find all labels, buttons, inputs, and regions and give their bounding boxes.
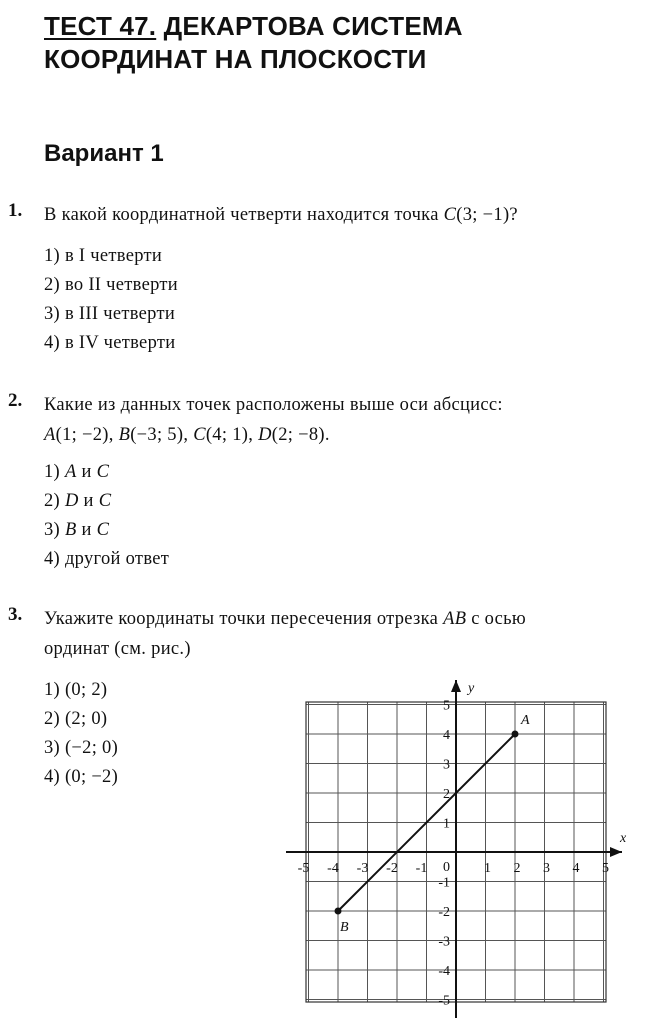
y-axis-label: y — [468, 681, 475, 696]
x-tick-label: -1 — [415, 861, 428, 876]
option-conjunction: и — [76, 520, 97, 540]
question-text-part: В какой координатной четверти находится точка — [44, 205, 444, 225]
option-text: в I четверти — [64, 246, 163, 266]
x-tick-label: -3 — [356, 861, 369, 876]
point-letter: C — [193, 425, 206, 445]
option-number: 3) — [44, 520, 61, 540]
variant-heading: Вариант 1 — [44, 140, 164, 167]
option-point-b: C — [98, 491, 112, 511]
point-label-a: A — [521, 713, 530, 728]
x-axis-label: x — [620, 831, 627, 846]
y-tick-label: 3 — [443, 757, 450, 773]
x-tick-label: 3 — [543, 861, 550, 876]
option-text: (2; 0) — [64, 709, 108, 729]
point-b — [335, 908, 342, 915]
y-axis-arrow — [451, 680, 461, 692]
question-text-line-2: ординат (см. рис.) — [44, 639, 191, 659]
point-coords: (1; −2), — [55, 425, 119, 445]
y-tick-label: -1 — [438, 875, 450, 891]
title-line-2: КООРДИНАТ НА ПЛОСКОСТИ — [44, 44, 427, 74]
point-coords: (4; 1), — [205, 425, 259, 445]
question-number: 1. — [8, 200, 23, 221]
option-number: 4) — [44, 333, 61, 353]
option-number: 1) — [44, 462, 61, 482]
option-conjunction: и — [76, 462, 97, 482]
option-conjunction: и — [78, 491, 99, 511]
option-number: 2) — [44, 491, 61, 511]
option-number: 1) — [44, 680, 61, 700]
option-point-b: C — [96, 520, 110, 540]
option-number: 4) — [44, 767, 61, 787]
y-tick-label: 5 — [443, 698, 450, 714]
option-number: 2) — [44, 275, 61, 295]
y-tick-label: -2 — [438, 905, 450, 920]
option-text: другой ответ — [64, 549, 170, 569]
y-tick-label: 4 — [443, 728, 450, 743]
option-number: 2) — [44, 709, 61, 729]
segment-label: AB — [443, 609, 467, 629]
segment-ab — [335, 713, 531, 935]
test-number: ТЕСТ 47. — [44, 11, 157, 41]
y-tick-label: 1 — [443, 816, 450, 832]
question-number: 3. — [8, 604, 23, 625]
question-number: 2. — [8, 390, 23, 411]
option-text: (0; −2) — [64, 767, 119, 787]
option-point-a: D — [64, 491, 79, 511]
option-point-a: B — [64, 520, 77, 540]
option-number: 3) — [44, 738, 61, 758]
y-tick-label: 2 — [443, 787, 450, 802]
point-coords: (−3; 5), — [130, 425, 194, 445]
option-point-a: A — [64, 462, 77, 482]
option-text: во II четверти — [64, 275, 179, 295]
title-line-1-rest: ДЕКАРТОВА СИСТЕМА — [163, 11, 463, 41]
point-letter: A — [44, 425, 56, 445]
x-tick-label: 5 — [602, 861, 609, 876]
point-letter: B — [118, 425, 131, 445]
option-number: 3) — [44, 304, 61, 324]
option-number: 4) — [44, 549, 61, 569]
point-coords: (3; −1)? — [456, 205, 518, 225]
point-label-b: B — [340, 920, 349, 935]
tick-labels — [298, 699, 609, 1009]
origin-label: 0 — [443, 860, 450, 875]
x-tick-label: -4 — [327, 861, 339, 876]
option-text: (0; 2) — [64, 680, 108, 700]
point-coords: (2; −8). — [271, 425, 330, 445]
x-axis-arrow — [610, 847, 622, 857]
question-text-part: с осью — [466, 609, 527, 629]
point-a — [512, 731, 519, 738]
axes — [286, 680, 627, 1018]
point-letter: D — [258, 425, 272, 445]
option-text: в IV четверти — [64, 333, 176, 353]
x-tick-label: 4 — [572, 861, 580, 876]
point-letter: C — [443, 205, 457, 225]
option-point-b: C — [96, 462, 110, 482]
option-text: в III четверти — [64, 304, 176, 324]
question-text-line-1: Какие из данных точек расположены выше оси абсцисс: — [44, 395, 503, 415]
x-tick-label: 1 — [484, 861, 491, 876]
option-text: (−2; 0) — [64, 738, 119, 758]
x-tick-label: -5 — [297, 861, 310, 876]
y-tick-label: -5 — [438, 993, 450, 1009]
x-tick-label: 2 — [513, 861, 521, 876]
y-tick-label: -4 — [438, 964, 450, 979]
y-tick-label: -3 — [438, 934, 450, 950]
question-text-part: Укажите координаты точки пересечения отрезка — [44, 609, 444, 629]
option-number: 1) — [44, 246, 61, 266]
x-tick-label: -2 — [386, 861, 398, 876]
